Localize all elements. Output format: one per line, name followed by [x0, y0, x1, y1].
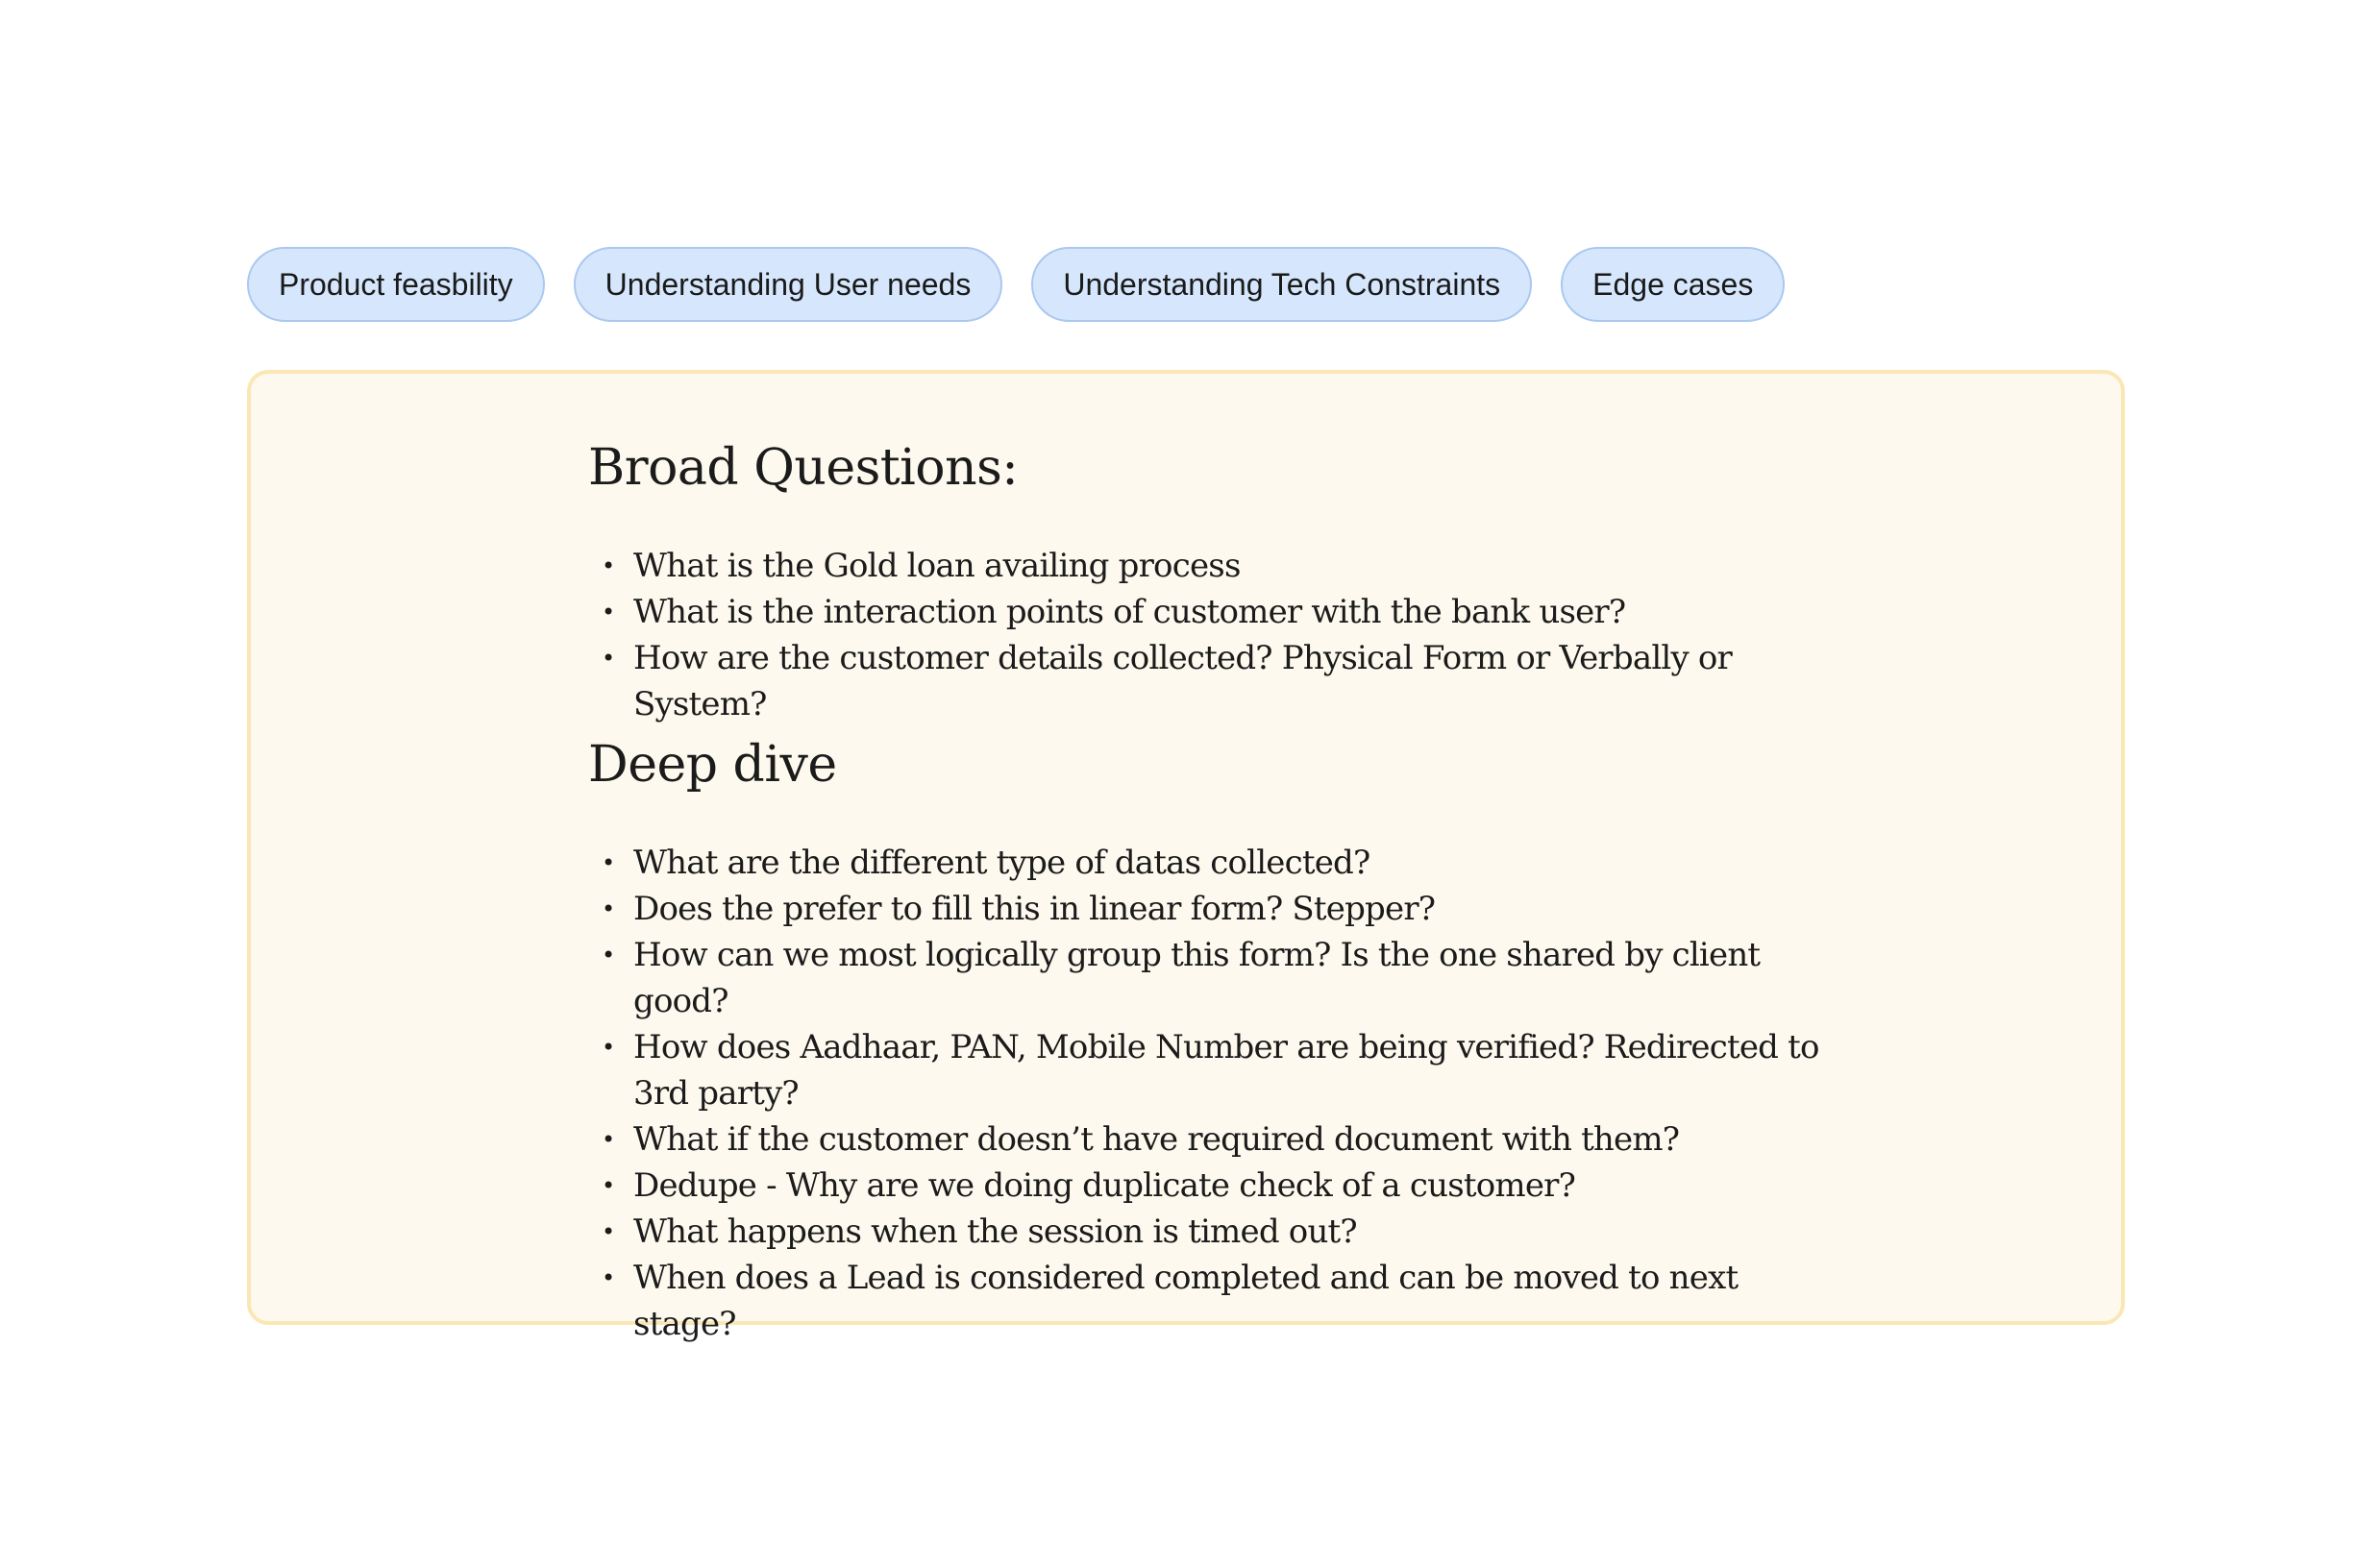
- list-item: • Does the prefer to fill this in linear form? Stepper?: [588, 886, 1838, 932]
- deep-dive-heading: Deep dive: [588, 736, 837, 794]
- list-item: • How can we most logically group this form? Is the one shared by client good?: [588, 932, 1838, 1024]
- tab-understanding-user-needs[interactable]: Understanding User needs: [574, 247, 1003, 322]
- list-item: • How are the customer details collected? Physical Form or Verbally or System?: [588, 635, 1838, 727]
- questions-panel: [247, 370, 2125, 1343]
- deep-dive-list: [588, 840, 1838, 1347]
- list-item: • What if the customer doesn’t have required document with them?: [588, 1116, 1838, 1163]
- list-item: • What are the different type of datas collected?: [588, 840, 1838, 886]
- list-item: • Dedupe - Why are we doing duplicate check of a customer?: [588, 1163, 1838, 1209]
- list-item: • What is the interaction points of customer with the bank user?: [588, 589, 1838, 635]
- list-item: • When does a Lead is considered completed and can be moved to next stage?: [588, 1255, 1838, 1347]
- list-item: • How does Aadhaar, PAN, Mobile Number are being verified? Redirected to 3rd party?: [588, 1024, 1838, 1116]
- broad-questions-list: [588, 543, 1838, 727]
- list-item: • What is the Gold loan availing process: [588, 543, 1838, 589]
- broad-questions-heading: Broad Questions:: [588, 439, 1019, 497]
- tab-understanding-tech-constraints[interactable]: Understanding Tech Constraints: [1031, 247, 1532, 322]
- list-item: • What happens when the session is timed out?: [588, 1209, 1838, 1255]
- tab-bar: [247, 247, 1785, 322]
- tab-edge-cases[interactable]: Edge cases: [1561, 247, 1785, 322]
- tab-product-feasibility[interactable]: Product feasbility: [247, 247, 545, 322]
